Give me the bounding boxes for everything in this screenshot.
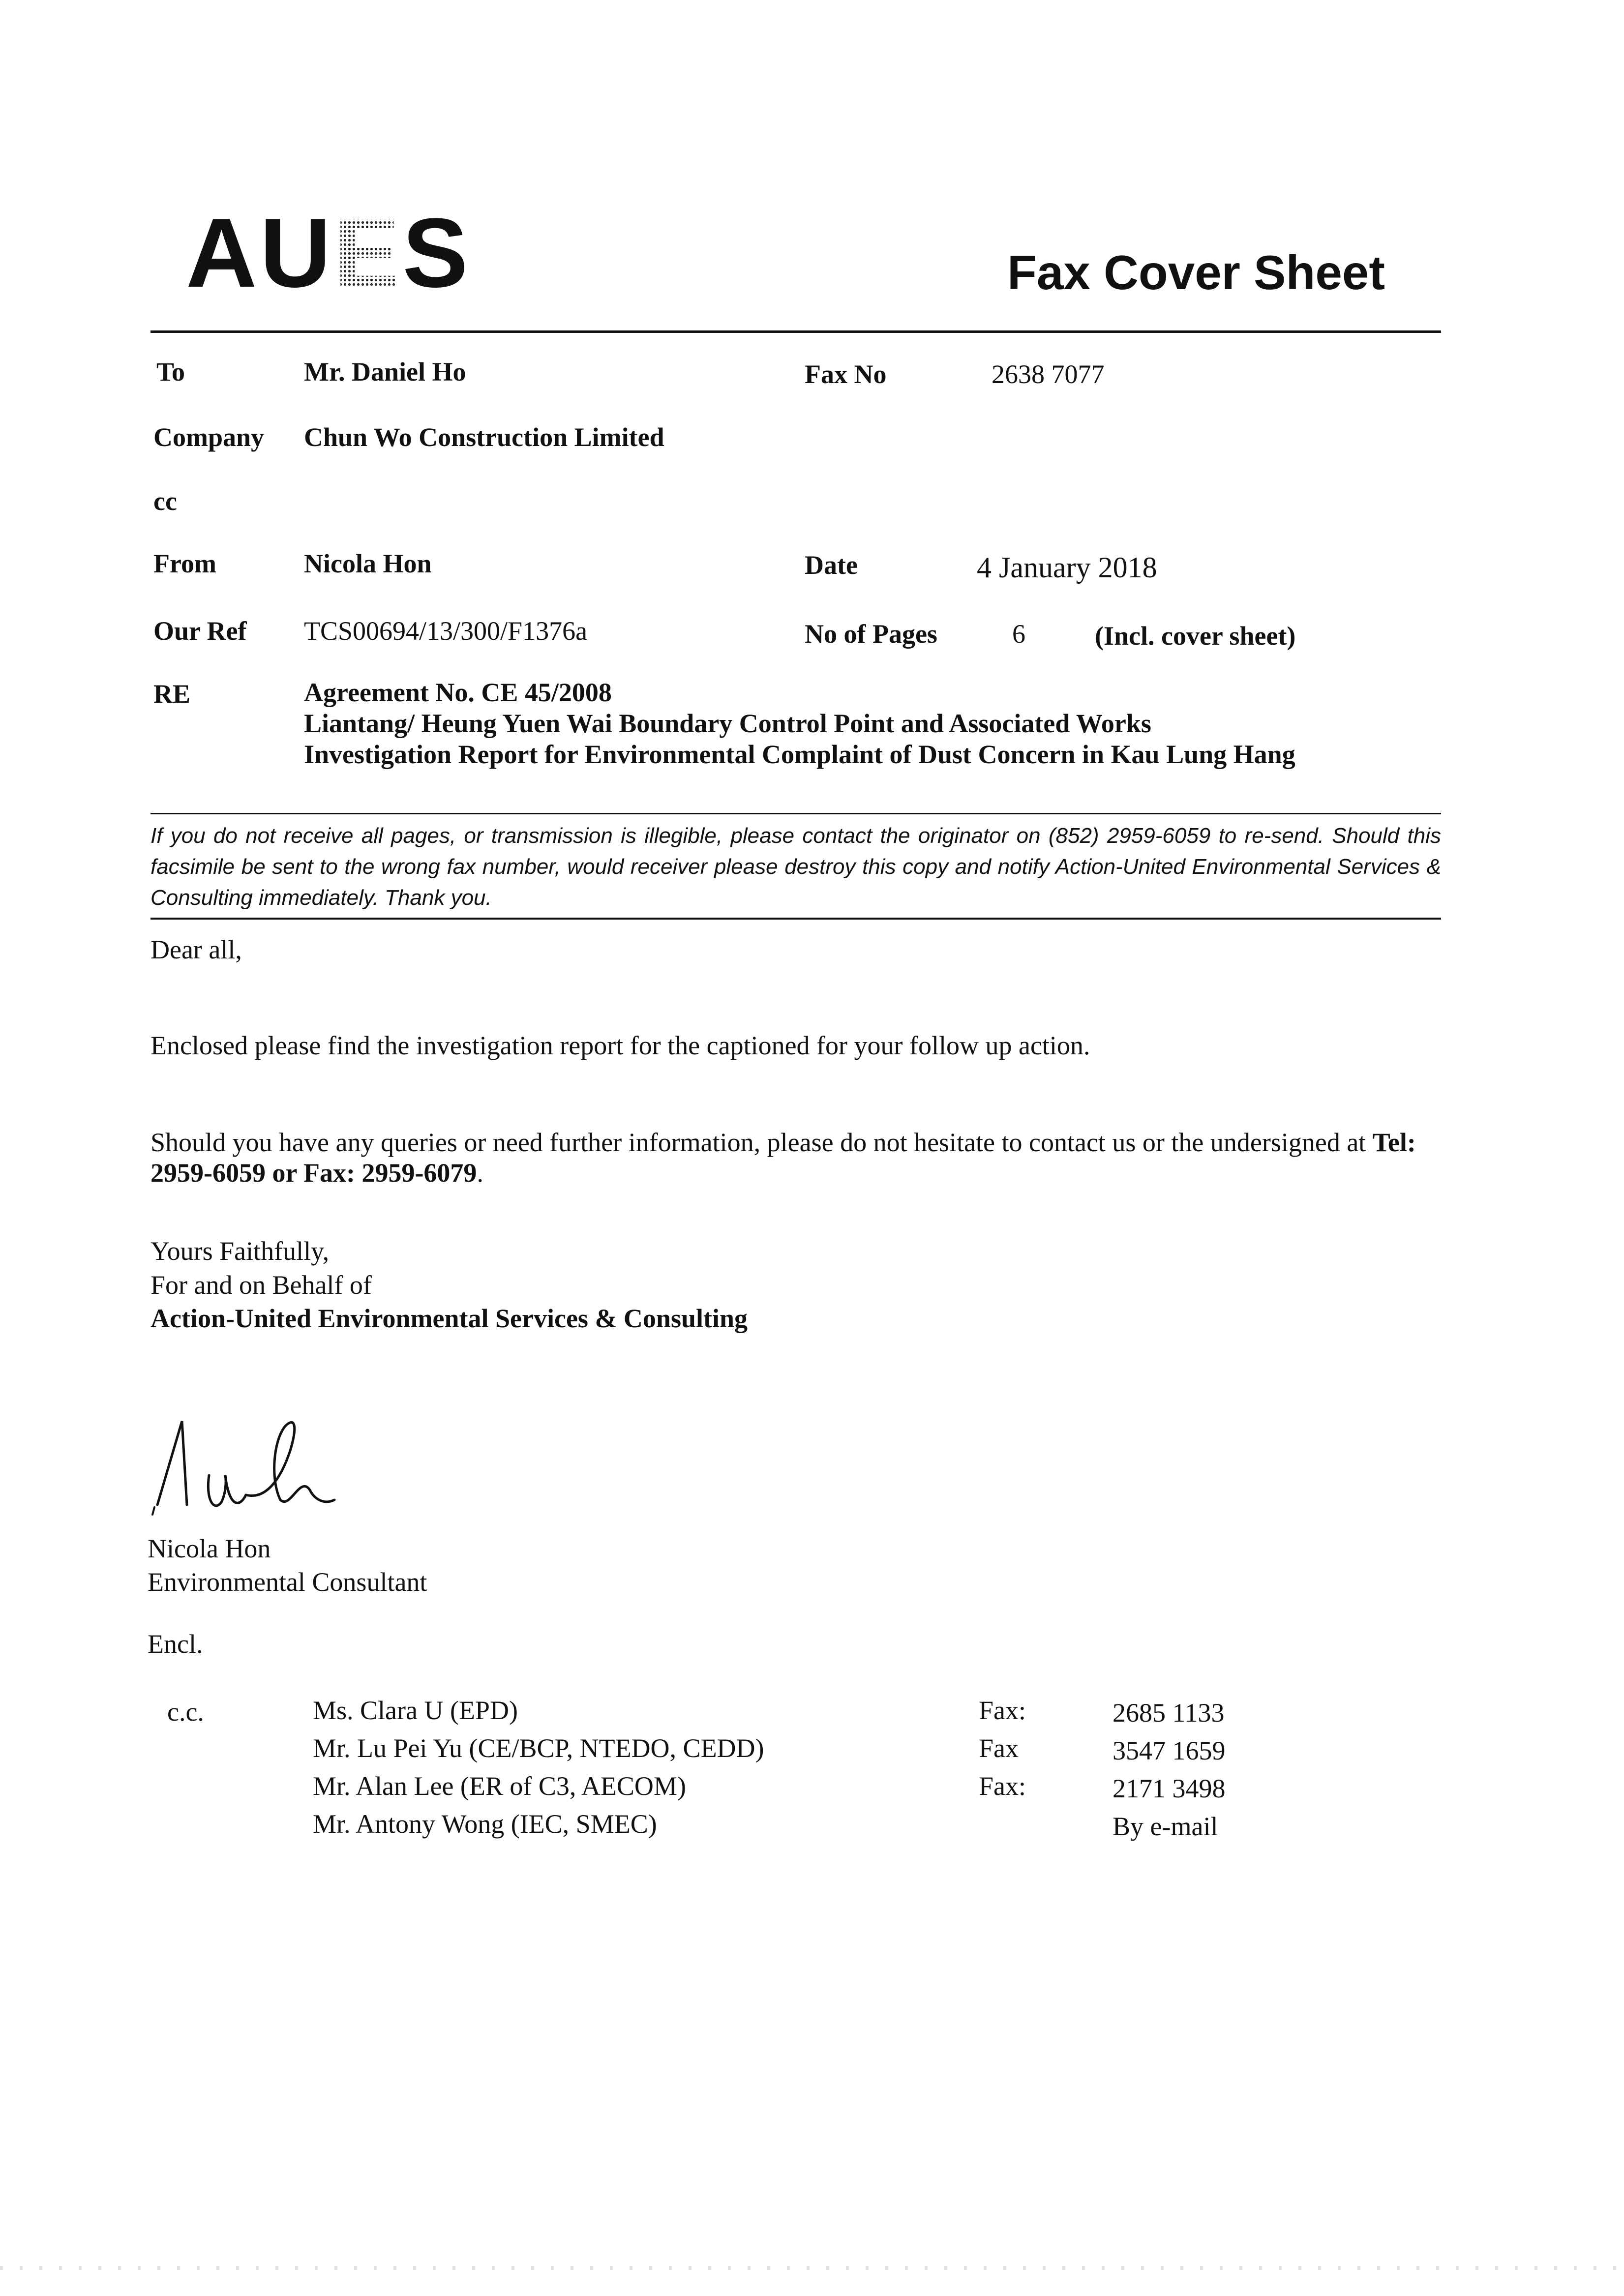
cc-method: Fax	[979, 1733, 1019, 1763]
logo-text-dotted: E	[333, 198, 403, 308]
cc-method	[979, 1805, 1026, 1843]
cc-method: Fax:	[979, 1696, 1026, 1725]
cc-method: Fax:	[979, 1771, 1026, 1801]
contact-numbers: Tel: 2959-6059 or Fax: 2959-6079	[150, 1128, 1416, 1188]
enclosure-note: Encl.	[148, 1629, 203, 1659]
cc-field-label: cc	[153, 486, 177, 516]
date-label: Date	[805, 550, 858, 580]
re-line-report: Investigation Report for Environmental Complaint of Dust Concern in Kau Lung Hang	[304, 740, 1295, 769]
body-paragraph-2	[150, 1127, 1441, 1188]
cc-recipient-names	[313, 1692, 764, 1843]
logo-text-suffix: S	[402, 198, 471, 308]
cc-name: Mr. Lu Pei Yu (CE/BCP, NTEDO, CEDD)	[313, 1733, 764, 1763]
document-title: Fax Cover Sheet	[1007, 245, 1385, 299]
cc-number: 2685 1133	[1113, 1698, 1225, 1728]
pages-note: (Incl. cover sheet)	[1095, 621, 1296, 651]
pages-value: 6	[1012, 619, 1025, 649]
cc-number: 3547 1659	[1113, 1736, 1226, 1765]
pages-label: No of Pages	[805, 619, 937, 649]
handwritten-signature	[148, 1406, 374, 1534]
fax-no-label: Fax No	[805, 359, 887, 389]
company-value: Chun Wo Construction Limited	[304, 422, 664, 452]
re-subject	[304, 677, 1337, 770]
cc-recipient-numbers	[1113, 1694, 1226, 1846]
date-value: 4 January 2018	[977, 551, 1157, 584]
cc-name: Mr. Alan Lee (ER of C3, AECOM)	[313, 1771, 686, 1801]
from-value: Nicola Hon	[304, 549, 432, 578]
fax-no-value: 2638 7077	[992, 359, 1105, 389]
cc-number: 2171 3498	[1113, 1774, 1226, 1803]
our-ref-label: Our Ref	[153, 616, 247, 646]
notice-bottom-divider	[150, 918, 1441, 920]
company-logo	[186, 198, 471, 308]
cc-number: By e-mail	[1113, 1812, 1218, 1841]
para2-end: .	[477, 1158, 483, 1188]
re-line-agreement: Agreement No. CE 45/2008	[304, 678, 612, 707]
our-ref-value: TCS00694/13/300/F1376a	[304, 616, 588, 646]
cc-name: Mr. Antony Wong (IEC, SMEC)	[313, 1809, 657, 1839]
transmission-notice: If you do not receive all pages, or transmission is illegible, please contact the originator on (852) 2959-6059 to re-send. Should this facsimile be sent to the wrong fax number, would receiver please destroy this copy and notify Action-United Environmental Services & Consulting immediately. Thank you.	[150, 824, 1441, 910]
to-label: To	[156, 357, 185, 387]
scan-artifact-line	[0, 2266, 1624, 2270]
closing-yours-faithfully: Yours Faithfully,	[150, 1236, 330, 1266]
signer-title: Environmental Consultant	[148, 1567, 427, 1597]
para2-text: Should you have any queries or need further information, please do not hesitate to contact us or the undersigned at	[150, 1128, 1373, 1157]
header-divider	[150, 330, 1441, 333]
re-line-project: Liantang/ Heung Yuen Wai Boundary Control Point and Associated Works	[304, 709, 1151, 738]
closing-company: Action-United Environmental Services & Consulting	[150, 1304, 748, 1333]
re-label: RE	[153, 679, 191, 709]
body-paragraph-1: Enclosed please find the investigation report for the captioned for your follow up action.	[150, 1031, 1090, 1060]
notice-top-divider	[150, 813, 1441, 814]
company-label: Company	[153, 422, 265, 452]
logo-text-prefix: AU	[186, 198, 334, 308]
from-label: From	[153, 549, 216, 578]
closing-on-behalf: For and on Behalf of	[150, 1270, 372, 1300]
cc-name: Ms. Clara U (EPD)	[313, 1696, 518, 1725]
signer-name: Nicola Hon	[148, 1534, 271, 1563]
cc-recipient-methods	[979, 1692, 1026, 1843]
to-value: Mr. Daniel Ho	[304, 357, 466, 387]
salutation: Dear all,	[150, 935, 242, 964]
cc-list-label: c.c.	[167, 1697, 204, 1727]
